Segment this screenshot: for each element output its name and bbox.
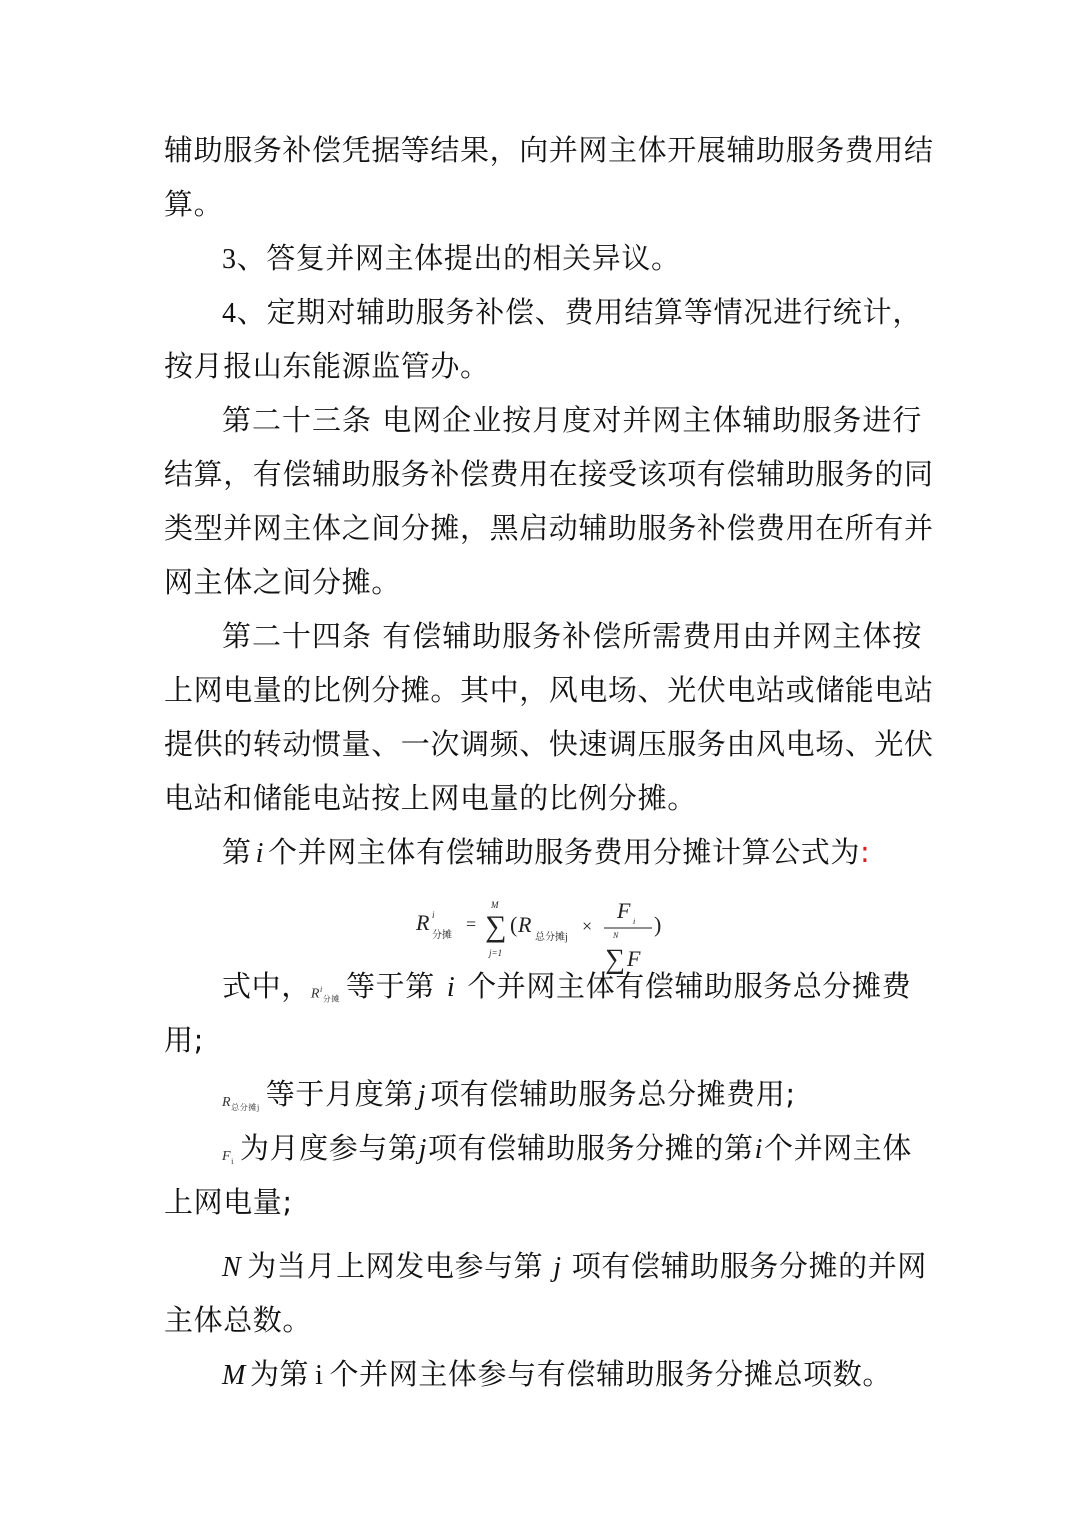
sum-lower-limit: j=1 xyxy=(489,948,503,958)
text: 式中， xyxy=(222,969,311,1003)
formula-r-total-sub: 总分摊j xyxy=(535,932,568,943)
formula-lhs-sub: 分摊 xyxy=(432,930,452,941)
definition-m xyxy=(222,1354,922,1396)
sum-symbol: ∑ xyxy=(485,910,507,943)
variable-m: M xyxy=(222,1360,246,1391)
sum-upper-limit: M xyxy=(491,900,499,910)
fraction-numerator-sub: i xyxy=(633,917,636,926)
text: 第二十三条 电网企业按月度对并网主体辅助服务进行 xyxy=(222,403,922,437)
item-3 xyxy=(222,238,922,280)
variable-j: j xyxy=(553,1252,562,1283)
text: 为当月上网发电参与第 xyxy=(247,1249,544,1283)
text: 按月报山东能源监管办。 xyxy=(164,349,490,383)
text: 类型并网主体之间分摊，黑启动辅助服务补偿费用在所有并 xyxy=(164,511,934,545)
item-4 xyxy=(222,292,922,334)
paragraph-line xyxy=(164,1300,924,1340)
article-23-heading xyxy=(222,400,922,440)
paragraph-line xyxy=(164,1020,924,1060)
colon: : xyxy=(860,835,871,869)
text: 项有偿辅助服务分摊的并网 xyxy=(571,1249,927,1283)
paragraph-line xyxy=(164,724,934,764)
variable-i: i xyxy=(255,838,264,869)
variable-j: j xyxy=(418,1134,427,1165)
denominator-sum-limit: N xyxy=(613,931,619,940)
paragraph-line xyxy=(164,778,924,818)
symbol-r-zong: $R_{总分摊j}$ xyxy=(222,1095,260,1112)
text: 第 xyxy=(222,835,252,869)
text: 为月度参与第 xyxy=(239,1131,418,1165)
text: 网主体之间分摊。 xyxy=(164,565,401,599)
paragraph-line xyxy=(164,346,924,386)
definition-n xyxy=(222,1246,927,1288)
text: 电站和储能电站按上网电量的比例分摊。 xyxy=(164,781,697,815)
paragraph-line xyxy=(164,130,934,170)
text: 上网电量的比例分摊。其中，风电场、光伏电站或储能电站 xyxy=(164,673,934,707)
text: 、定期对辅助服务补偿、费用结算等情况进行统计， xyxy=(236,295,922,329)
text: 主体总数。 xyxy=(164,1303,313,1337)
definition-r-zong xyxy=(222,1074,922,1128)
formula-equals: = xyxy=(466,914,477,934)
text: 第二十四条 有偿辅助服务补偿所需费用由并网主体按 xyxy=(222,619,922,653)
text: 为第 xyxy=(249,1357,310,1391)
definition-r-fentan xyxy=(222,966,922,1020)
text: 辅助服务补偿凭据等结果，向并网主体开展辅助服务费用结 xyxy=(164,133,934,167)
times-symbol: × xyxy=(582,916,593,936)
fraction-numerator: F xyxy=(617,898,631,923)
text: 算。 xyxy=(164,187,224,221)
variable-n: N xyxy=(222,1252,242,1283)
article-24-heading xyxy=(222,616,922,656)
paren-open: ( xyxy=(510,912,518,937)
paragraph-line xyxy=(164,562,924,602)
text: 上网电量; xyxy=(164,1185,293,1219)
formula-lhs-sup: i xyxy=(432,910,435,920)
denominator-sum-symbol: ∑ xyxy=(605,944,625,975)
symbol-r-fentan: $R^i_{分摊}$ xyxy=(310,985,340,1004)
formula-lhs: R xyxy=(416,910,430,935)
text: 结算，有偿辅助服务补偿费用在接受该项有偿辅助服务的同 xyxy=(164,457,934,491)
text: 项有偿辅助服务总分摊费用; xyxy=(430,1077,796,1111)
paragraph-line xyxy=(164,1182,924,1222)
formula-intro xyxy=(222,832,922,874)
text: 等于月度第 xyxy=(265,1077,414,1111)
paragraph-line xyxy=(164,670,934,710)
allocation-formula xyxy=(412,896,682,975)
paragraph-line xyxy=(164,454,934,494)
text: 个并网主体有偿辅助服务总分摊费 xyxy=(467,969,912,1003)
paragraph-line xyxy=(164,508,934,548)
formula-r-total: R xyxy=(518,912,532,937)
variable-i: i xyxy=(315,1360,324,1391)
variable-i: i xyxy=(754,1134,763,1165)
symbol-f-i: $F_i$ xyxy=(222,1149,234,1166)
item-number: 4 xyxy=(222,298,237,329)
variable-i: i xyxy=(446,972,456,1003)
text: 、答复并网主体提出的相关异议。 xyxy=(236,241,681,275)
text: 个并网主体参与有偿辅助服务分摊总项数。 xyxy=(329,1357,892,1391)
text: 个并网主体有偿辅助服务费用分摊计算公式为 xyxy=(268,835,861,869)
text: 用; xyxy=(164,1023,204,1057)
denominator-variable: F xyxy=(627,946,641,971)
text: 项有偿辅助服务分摊的第 xyxy=(427,1131,754,1165)
definition-f-i xyxy=(222,1128,922,1182)
paragraph-line xyxy=(164,184,924,224)
variable-j: j xyxy=(417,1080,427,1111)
item-number: 3 xyxy=(222,244,237,275)
paren-close: ) xyxy=(654,912,662,937)
text: 等于第 xyxy=(346,969,435,1003)
text: 提供的转动惯量、一次调频、快速调压服务由风电场、光伏 xyxy=(164,727,934,761)
formula-svg xyxy=(412,896,682,975)
text: 个并网主体 xyxy=(763,1131,912,1165)
